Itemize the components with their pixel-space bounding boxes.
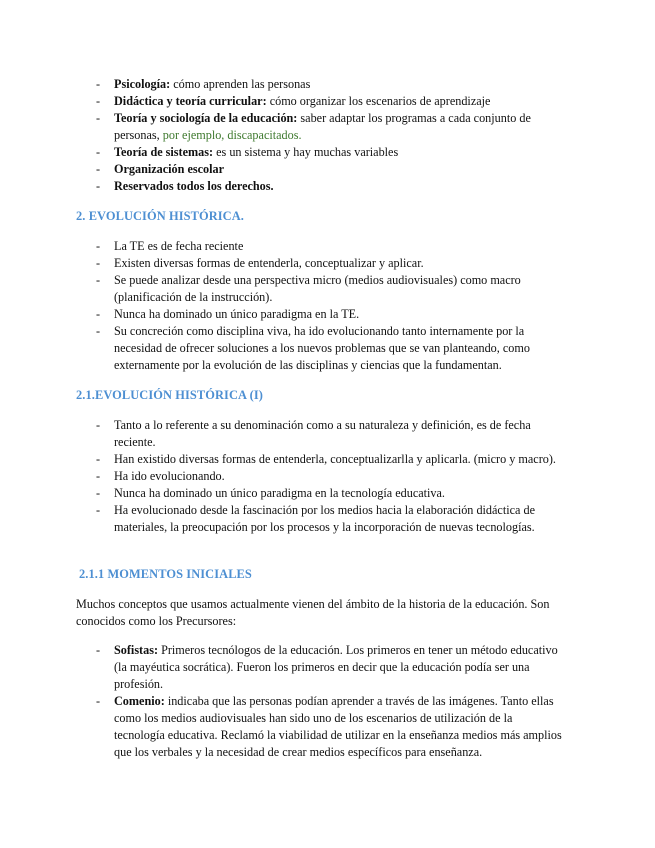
list-item	[76, 693, 562, 761]
list-item	[76, 178, 562, 195]
disciplines-list	[76, 76, 562, 195]
precursores-list	[76, 642, 562, 761]
list-item: - Existen diversas formas de entenderla, conceptualizar y aplicar.	[76, 255, 562, 272]
section-heading-momentos: 2.1.1 MOMENTOS INICIALES	[79, 567, 252, 581]
list-item-text: es un sistema y hay muchas variables	[213, 145, 399, 159]
list-item	[76, 93, 562, 110]
section-21-list	[76, 417, 562, 536]
list-item-term: Sofistas:	[114, 643, 159, 657]
list-item	[76, 144, 562, 161]
list-item	[76, 161, 562, 178]
list-item-text: cómo aprenden las personas	[170, 77, 311, 91]
list-item: - Se puede analizar desde una perspectiva micro (medios audiovisuales) como macro (planificación de la instrucción).	[76, 272, 562, 306]
list-item: - Nunca ha dominado un único paradigma en la TE.	[76, 306, 562, 323]
list-item-text: indicaba que las personas podían aprender a través de las imágenes. Tanto ellas como los medios audiovisuales han sido uno de los escenarios de utilización de la tecnología educativa. Reclamó la viabilidad de utilizar en la enseñanza medios más amplios que los verbales y la necesidad de crear medios específicos para enseñanza.	[114, 694, 562, 759]
list-item-text: Primeros tecnólogos de la educación. Los primeros en tener un método educativo (la mayéutica socrática). Fueron los primeros en decir que la educación podía ser una profesión.	[114, 643, 558, 691]
list-item-term: Didáctica y teoría curricular:	[114, 94, 267, 108]
section-heading-evolucion-i: 2.1.EVOLUCIÓN HISTÓRICA (I)	[76, 388, 263, 402]
list-item-text: cómo organizar los escenarios de aprendizaje	[266, 94, 491, 108]
list-item	[76, 642, 562, 693]
list-item-term: Organización escolar	[114, 162, 225, 176]
section-heading-evolucion: 2. EVOLUCIÓN HISTÓRICA.	[76, 209, 244, 223]
list-item: - La TE es de fecha reciente	[76, 238, 562, 255]
list-item-term: Teoría y sociología de la educación:	[114, 111, 298, 125]
list-item	[76, 110, 562, 144]
list-item-term: Comenio:	[114, 694, 165, 708]
list-item: - Han existido diversas formas de entenderla, conceptualizarlla y aplicarla. (micro y macro).	[76, 451, 562, 468]
list-item: - Su concreción como disciplina viva, ha ido evolucionando tanto internamente por la necesidad de ofrecer soluciones a los nuevos problemas que se van planteando, como externamente por la evolución de las disciplinas y ciencias que la fundamentan.	[76, 323, 562, 374]
list-item	[76, 76, 562, 93]
list-item-term: Psicología:	[114, 77, 171, 91]
list-item-text: saber adaptar los programas a cada conjunto de personas,	[114, 111, 531, 142]
list-item: - Tanto a lo referente a su denominación como a su naturaleza y definición, es de fecha reciente.	[76, 417, 562, 451]
list-item: - Ha evolucionado desde la fascinación por los medios hacia la elaboración didáctica de materiales, la preocupación por los procesos y la incorporación de nuevas tecnologías.	[76, 502, 562, 536]
list-item-highlight: por ejemplo, discapacitados.	[162, 128, 302, 142]
list-item-term: Reservados todos los derechos.	[114, 179, 274, 193]
list-item: - Nunca ha dominado un único paradigma en la tecnología educativa.	[76, 485, 562, 502]
intro-paragraph: Muchos conceptos que usamos actualmente vienen del ámbito de la historia de la educación. Son conocidos como los Precursores:	[76, 597, 550, 628]
list-item-term: Teoría de sistemas:	[114, 145, 214, 159]
list-item: - Ha ido evolucionando.	[76, 468, 562, 485]
section-2-list	[76, 238, 562, 374]
